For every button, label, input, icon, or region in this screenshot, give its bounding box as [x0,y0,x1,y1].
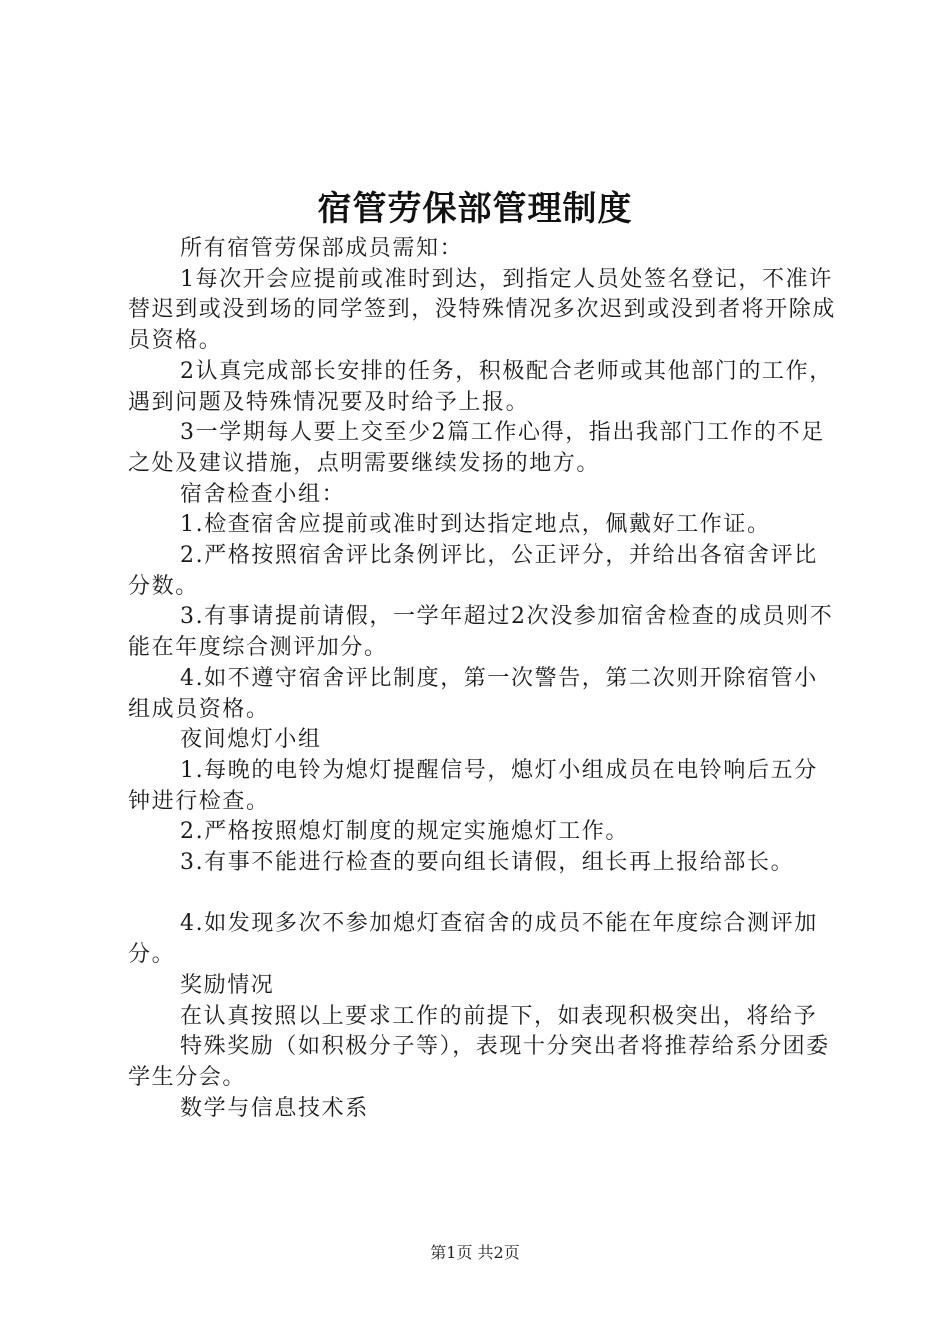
rule-1-paragraph: 1每次开会应提前或准时到达，到指定人员处签名登记，不准许替迟到或没到场的同学签到，没特殊情况多次迟到或没到者将开除成员资格。 [128,266,837,354]
lights-rule-3-paragraph: 3.有事不能进行检查的要向组长请假，组长再上报给部长。 [180,850,795,876]
section-heading-lights-out: 夜间熄灯小组 [180,727,322,753]
document-title: 宿管劳保部管理制度 [317,189,633,229]
section-heading-dorm-inspection: 宿舍检查小组： [180,481,346,507]
lights-rule-2-paragraph: 2.严格按照熄灯制度的规定实施熄灯工作。 [180,819,629,845]
department-signature: 数学与信息技术系 [180,1095,369,1121]
document-body [128,234,840,1124]
dorm-rule-4-paragraph: 4.如不遵守宿舍评比制度，第一次警告，第二次则开除宿管小组成员资格。 [128,665,818,722]
lights-rule-1-paragraph: 1.每晚的电铃为熄灯提醒信号，熄灯小组成员在电铃响后五分钟进行检查。 [128,757,818,814]
rule-3-paragraph: 3一学期每人要上交至少2篇工作心得，指出我部门工作的不足之处及建议措施，点明需要继续发扬的地方。 [128,420,825,476]
lights-rule-4-paragraph: 4.如发现多次不参加熄灯查宿舍的成员不能在年度综合测评加分。 [128,911,818,968]
dorm-rule-1-paragraph: 1.检查宿舍应提前或准时到达指定地点，佩戴好工作证。 [180,512,771,538]
rewards-paragraph-2: 特殊奖励（如积极分子等），表现十分突出者将推荐给系分团委学生分会。 [128,1034,830,1090]
rule-2-paragraph: 2认真完成部长安排的任务，积极配合老师或其他部门的工作，遇到问题及特殊情况要及时给予上报。 [128,358,833,415]
intro-paragraph: 所有宿管劳保部成员需知： [180,236,464,261]
blank-line [128,879,840,910]
page-footer: 第1页 共2页 [430,1243,520,1262]
rewards-paragraph-1: 在认真按照以上要求工作的前提下，如表现积极突出，将给予 [180,1003,818,1029]
section-heading-rewards: 奖励情况 [180,972,275,998]
dorm-rule-3-paragraph: 3.有事请提前请假，一学年超过2次没参加宿舍检查的成员则不能在年度综合测评加分。 [128,604,834,661]
dorm-rule-2-paragraph: 2.严格按照宿舍评比条例评比，公正评分，并给出各宿舍评比分数。 [128,543,818,599]
